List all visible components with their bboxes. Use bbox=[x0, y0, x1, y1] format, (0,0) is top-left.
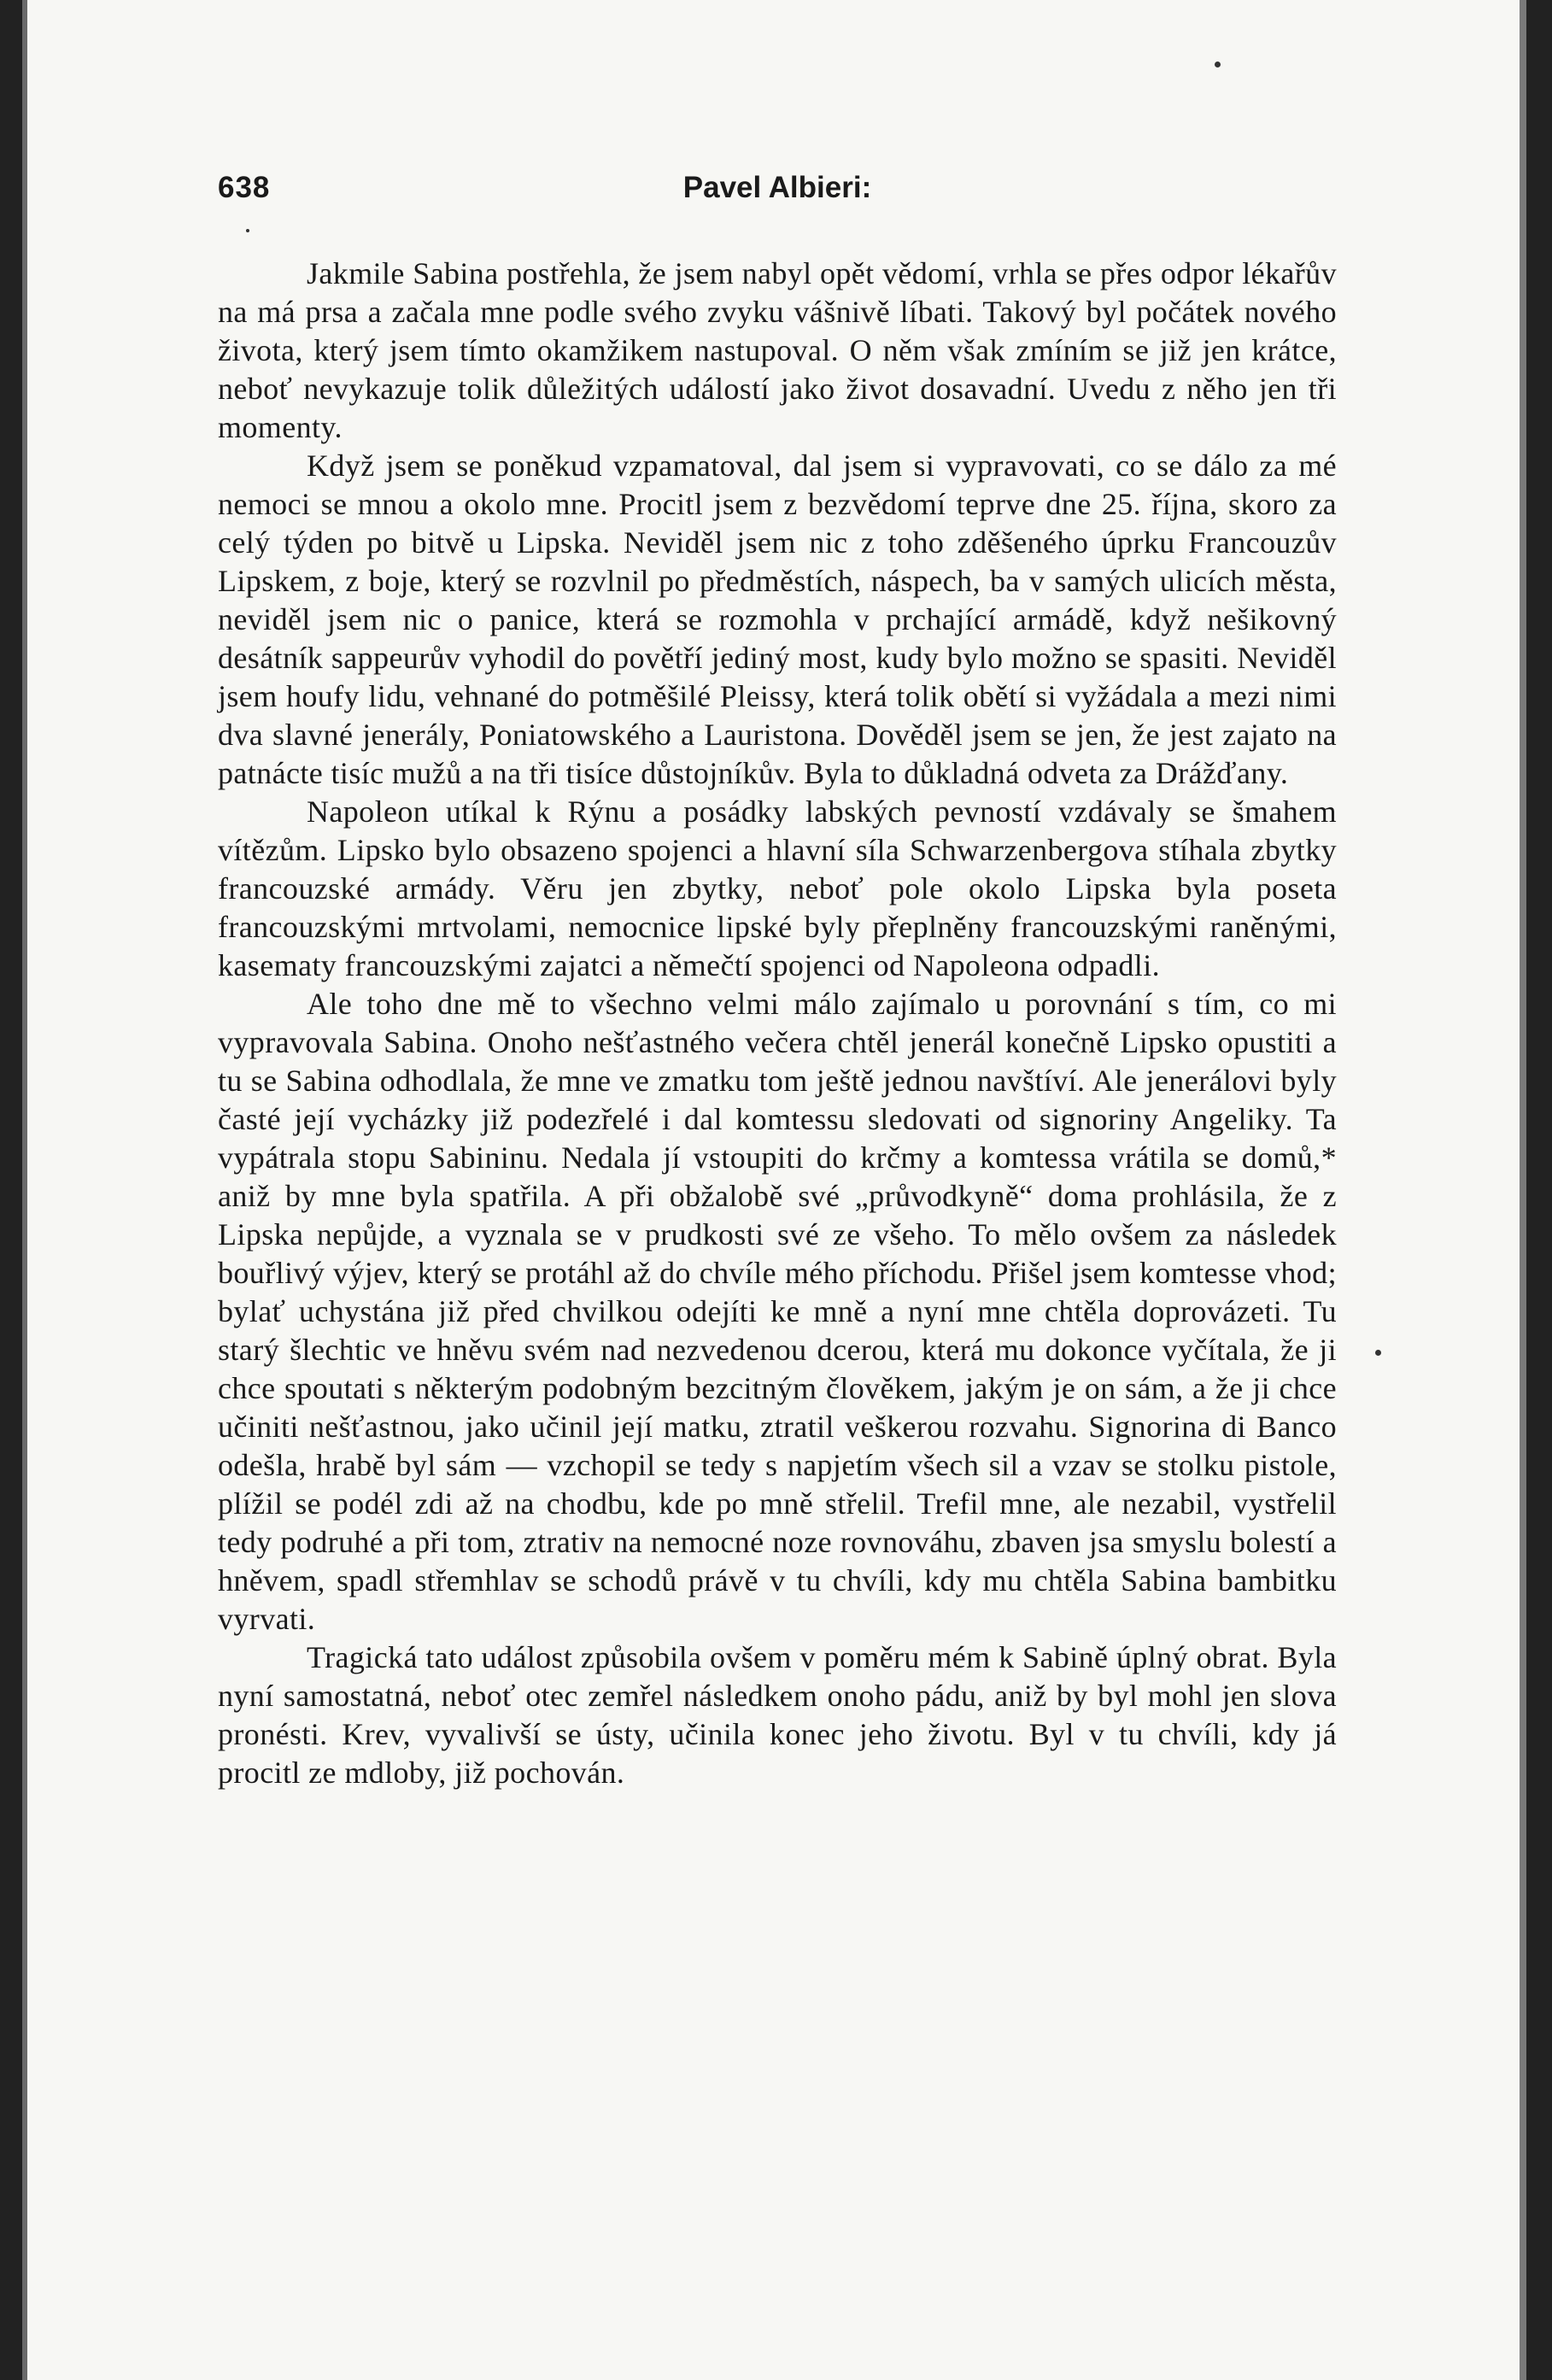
paragraph: Tragická tato událost způsobila ovšem v poměru mém k Sabině úplný obrat. Byla nyní samostatná, neboť otec zemřel následkem onoho pádu, aniž by byl mohl jen slova pronésti. Krev, vyvalivší se ústy, učinila konec jeho životu. Byl v tu chvíli, kdy já procitl ze mdloby, již pochován. bbox=[218, 1640, 1337, 1790]
paragraph: Když jsem se poněkud vzpamatoval, dal jsem si vypravovati, co se dálo za mé nemoci se mnou a okolo mne. Procitl jsem z bezvědomí teprve dne 25. října, skoro za celý týden po bitvě u Lipska. Neviděl jsem nic z toho zděšeného úprku Francouzův Lipskem, z boje, který se rozvlnil po předměstích, náspech, ba v samých ulicích města, neviděl jsem nic o panice, která se rozmohla v prchající armádě, když nešikovný desátník sappeurův vyhodil do povětří jediný most, kudy bylo možno se spasiti. Neviděl jsem houfy lidu, vehnané do potměšilé Pleissy, která tolik obětí si vyžádala a mezi nimi dva slavné jenerály, Poniatowského a Lauristona. Dověděl jsem se jen, že jest zajato na patnácte tisíc mužů a na tři tisíce důstojníkův. Byla to důkladná odveta za Drážďany. bbox=[218, 448, 1337, 790]
page-header bbox=[218, 171, 1337, 214]
scan-border-right-shadow bbox=[1520, 0, 1526, 2380]
paragraph: Jakmile Sabina postřehla, že jsem nabyl opět vědomí, vrhla se přes odpor lékařův na má prsa a začala mne podle svého zvyku vášnivě líbati. Takový byl počátek nového života, který jsem tímto okamžikem nastupoval. O něm však zmíním se již jen krátce, neboť nevykazuje tolik důležitých událostí jako život dosavadní. Uvedu z něho jen tři momenty. bbox=[218, 256, 1337, 444]
dust-speck bbox=[246, 229, 249, 232]
running-title: Pavel Albieri: bbox=[682, 171, 872, 204]
scan-border-right bbox=[1526, 0, 1552, 2380]
paragraph: Ale toho dne mě to všechno velmi málo zajímalo u porovnání s tím, co mi vypravovala Sabina. Onoho nešťastného večera chtěl jenerál konečně Lipsko opustiti a tu se Sabina odhodlala, že mne ve zmatku tom ještě jednou navštíví. Ale jenerálovi byly časté její vycházky již podezřelé i dal komtessu sledovati od signoriny Angeliky. Ta vypátrala stopu Sabininu. Nedala jí vstoupiti do krčmy a komtessa vrátila se domů,* aniž by mne byla spatřila. A při obžalobě své „průvodkyně“ doma prohlásila, že z Lipska nepůjde, a vyznala se v prudkosti své ze všeho. To mělo ovšem za následek bouřlivý výjev, který se protáhl až do chvíle mého příchodu. Přišel jsem komtesse vhod; bylať uchystána již před chvilkou odejíti ke mně a nyní mne chtěla doprovázeti. Tu starý šlechtic ve hněvu svém nad nezvedenou dcerou, která mu dokonce vyčítala, že ji chce spoutati s některým podobným bezcitným člověkem, jakým je on sám, a že ji chce učiniti nešťastnou, jako učinil její matku, ztratil veškerou rozvahu. Signorina di Banco odešla, hrabě byl sám — vzchopil se tedy s napjetím všech sil a vzav se stolku pistole, plížil se podél zdi až na chodbu, kde po mně střelil. Trefil mne, ale nezabil, vystřelil tedy podruhé a při tom, ztrativ na nemocné noze rovnováhu, zbaven jsa smyslu bolestí a hněvem, spadl střemhlav se schodů právě v tu chvíli, kdy mu chtěla Sabina bambitku vyrvati. bbox=[218, 987, 1337, 1636]
dust-speck bbox=[1215, 62, 1221, 67]
paragraph: Napoleon utíkal k Rýnu a posádky labských pevností vzdávaly se šmahem vítězům. Lipsko bylo obsazeno spojenci a hlavní síla Schwarzenbergova stíhala zbytky francouzské armády. Věru jen zbytky, neboť pole okolo Lipska byla poseta francouzskými mrtvolami, nemocnice lipské byly přeplněny francouzskými raněnými, kasematy francouzskými zajatci a němečtí spojenci od Napoleona odpadli. bbox=[218, 794, 1337, 982]
dust-speck bbox=[1375, 1350, 1381, 1356]
scan-border-left bbox=[0, 0, 22, 2380]
page-number: 638 bbox=[218, 171, 271, 204]
body-text bbox=[218, 255, 1337, 1792]
